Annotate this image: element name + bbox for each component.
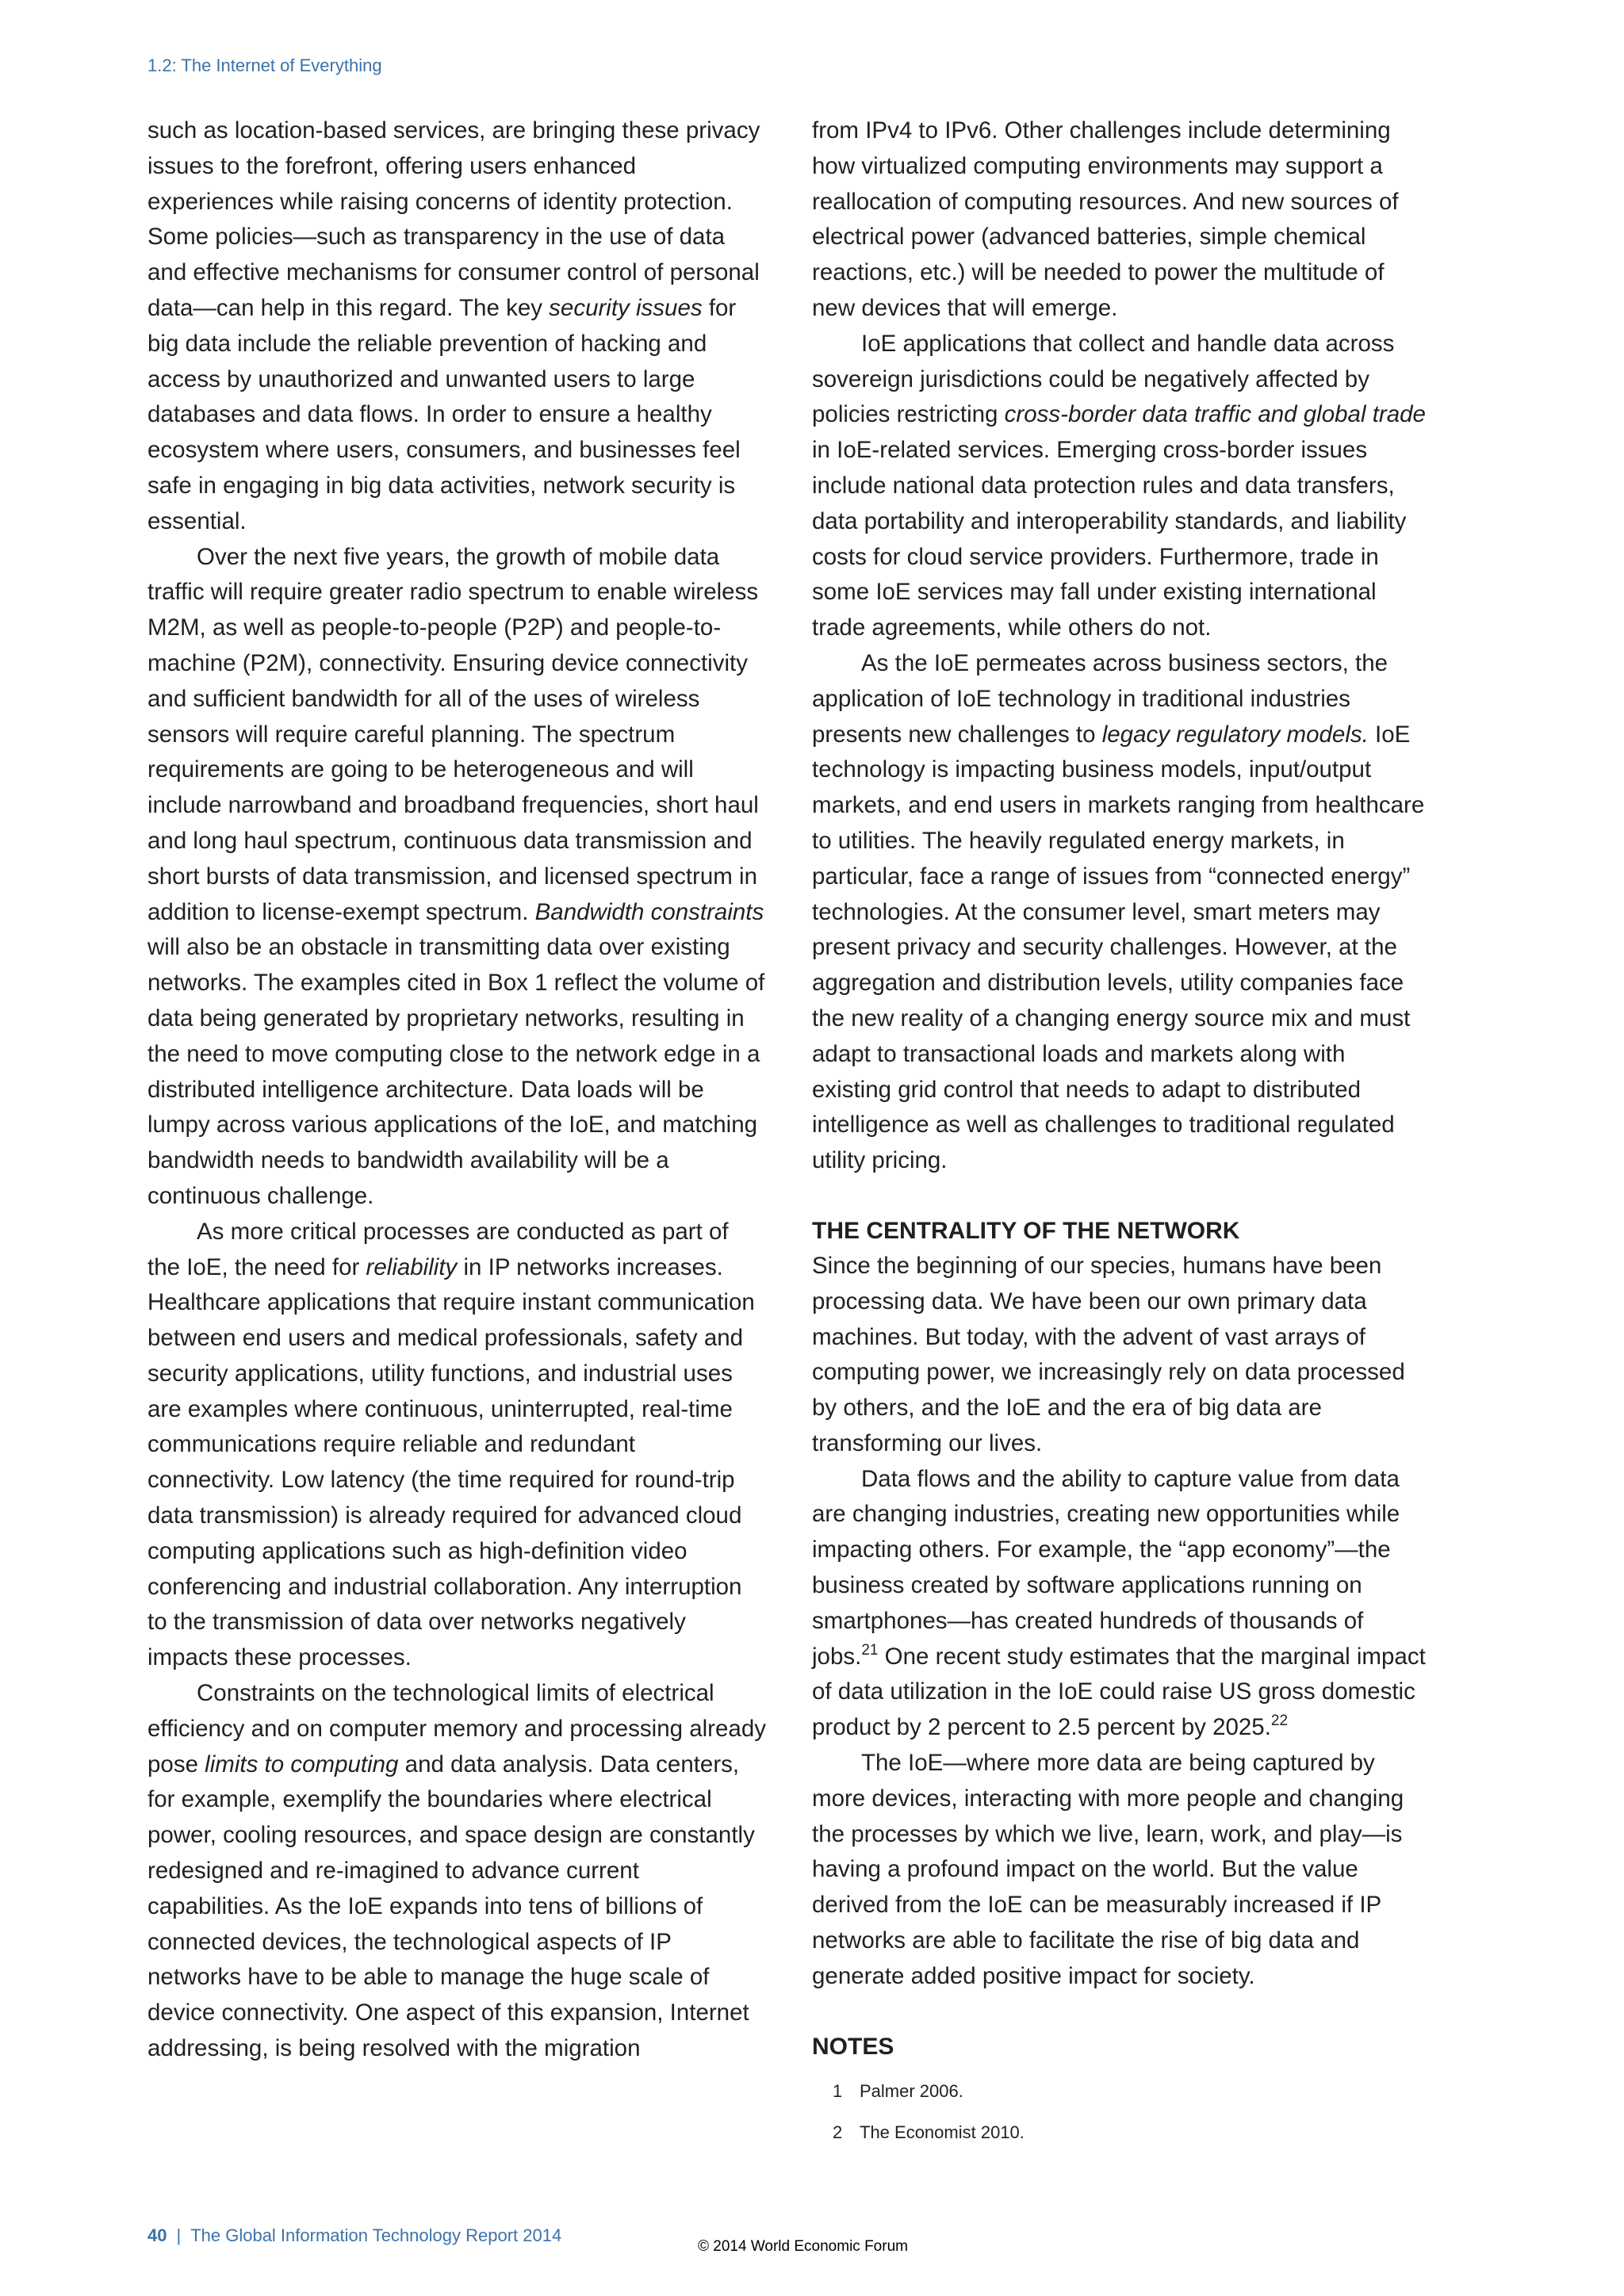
text-run: One recent study estimates that the marginal impact of data utilization in the IoE could raise US gross domestic product by 2 percent to 2.5 percent by 2025. xyxy=(812,1643,1426,1741)
left-column xyxy=(147,113,766,2067)
text-run: will also be an obstacle in transmitting data over existing networks. The examples cited in Box 1 reflect the volume of data being generated by proprietary networks, resulting in the need to move computing close to the network edge in a distributed intelligence architecture. Data loads will be lumpy across various applications of the IoE, and matching bandwidth needs to bandwidth availability will be a continuous challenge. xyxy=(147,934,765,1209)
paragraph: from IPv4 to IPv6. Other challenges include determining how virtualized computing environments may support a reallocation of computing resources. And new sources of electrical power (advanced batteries, simple chemical reactions, etc.) will be needed to power the multitude of new devices that will emerge. xyxy=(812,117,1399,321)
note-item xyxy=(812,2071,1431,2112)
footnote-ref[interactable]: 22 xyxy=(1270,1712,1289,1730)
paragraph xyxy=(147,1676,766,2067)
page-number: 40 xyxy=(147,2225,167,2245)
note-text: The Economist 2010. xyxy=(860,2122,1025,2142)
emphasis: reliability xyxy=(366,1253,458,1280)
note-number: 2 xyxy=(833,2122,843,2142)
text-run: for big data include the reliable prevention of hacking and access by unauthorized and unwanted users to large databases and data flows. In order to ensure a healthy ecosystem where users, consumers, and businesses feel safe in engaging in big data activities, network security is essential. xyxy=(147,294,741,534)
report-title: The Global Information Technology Report 2014 xyxy=(190,2225,562,2245)
text-run: Over the next five years, the growth of mobile data traffic will require greater radio spectrum to enable wireless M2M, as well as people-to-people (P2P) and people-to-machine (P2M), connectivity. Ensuring device connectivity and sufficient bandwidth for all of the uses of wireless sensors will require careful planning. The spectrum requirements are going to be heterogeneous and will include narrowband and broadband frequencies, short haul and long haul spectrum, continuous data transmission and short bursts of data transmission, and licensed spectrum in addition to license-exempt spectrum. xyxy=(147,543,759,925)
text-run: and data analysis. Data centers, for example, exemplify the boundaries where electrical power, cooling resources, and space design are constantly redesigned and re-imagined to advance current capabilities. As the IoE expands into tens of billions of connected devices, the technological aspects of IP networks have to be able to manage the huge scale of device connectivity. One aspect of this expansion, Internet addressing, is being resolved with the migration xyxy=(147,1751,755,2062)
text-run: in IP networks increases. Healthcare applications that require instant communication between end users and medical professionals, safety and security applications, utility functions, and industrial uses are examples where continuous, uninterrupted, real-time communications require reliable and redundant connectivity. Low latency (the time required for round-trip data transmission) is already required for advanced cloud computing applications such as high-definition video conferencing and industrial collaboration. Any interruption to the transmission of data over networks negatively impacts these processes. xyxy=(147,1253,755,1671)
text-run: Constraints on the technological limits of electrical efficiency and on computer memory and processing already pose xyxy=(147,1680,766,1777)
copyright: © 2014 World Economic Forum xyxy=(698,2238,908,2255)
emphasis: legacy regulatory models. xyxy=(1101,721,1369,748)
paragraph: The IoE—where more data are being captured by more devices, interacting with more people and changing the processes by which we live, learn, work, and play—is having a profound impact on the world. But the value derived from the IoE can be measurably increased if IP networks are able to facilitate the rise of big data and generate added positive impact for society. xyxy=(812,1750,1404,1989)
paragraph xyxy=(147,113,766,540)
notes-heading: NOTES xyxy=(812,2033,894,2060)
text-run: As more critical processes are conducted as part of the IoE, the need for xyxy=(147,1218,729,1280)
text-run: IoE applications that collect and handle data across sovereign jurisdictions could be negatively affected by policies restricting xyxy=(812,330,1395,428)
footer-separator: | xyxy=(176,2225,182,2245)
emphasis: Bandwidth constraints xyxy=(534,898,764,925)
text-run: such as location-based services, are bringing these privacy issues to the forefront, offering users enhanced experiences while raising concerns of identity protection. Some policies—such as transparency in the use of data and effective mechanisms for consumer control of personal data—can help in this regard. The key xyxy=(147,117,760,321)
right-column xyxy=(812,113,1431,2153)
paragraph xyxy=(147,540,766,1215)
text-run: IoE technology is impacting business models, input/output markets, and end users in markets ranging from healthcare to utilities. The heavily regulated energy markets, in particular, face a range of issues from “connected energy” technologies. At the consumer level, smart meters may present privacy and security challenges. However, at the aggregation and distribution levels, utility companies face the new reality of a changing energy source mix and must adapt to transactional loads and markets along with existing grid control that needs to adapt to distributed intelligence as well as challenges to traditional regulated utility pricing. xyxy=(812,721,1425,1174)
paragraph: Since the beginning of our species, humans have been processing data. We have been our own primary data machines. But today, with the advent of vast arrays of computing power, we increasingly rely on data processed by others, and the IoE and the era of big data are transforming our lives. xyxy=(812,1252,1405,1456)
emphasis: security issues xyxy=(549,294,703,321)
footnote-ref[interactable]: 21 xyxy=(861,1641,879,1659)
text-run: Data flows and the ability to capture value from data are changing industries, creating new opportunities while impacting others. For example, the “app economy”—the business created by software applications running on smartphones—has created hundreds of thousands of jobs. xyxy=(812,1465,1400,1670)
section-heading: THE CENTRALITY OF THE NETWORK xyxy=(812,1217,1240,1244)
emphasis: cross-border data traffic and global trade xyxy=(1004,401,1426,428)
text-run: As the IoE permeates across business sectors, the application of IoE technology in traditional industries presents new challenges to xyxy=(812,649,1388,748)
note-item xyxy=(812,2112,1431,2153)
footer xyxy=(147,2225,561,2246)
note-text: Palmer 2006. xyxy=(860,2080,963,2101)
paragraph xyxy=(812,327,1431,646)
emphasis: limits to computing xyxy=(205,1751,399,1777)
note-number: 1 xyxy=(833,2080,843,2101)
paragraph xyxy=(147,1215,766,1676)
running-header: 1.2: The Internet of Everything xyxy=(147,55,382,75)
paragraph xyxy=(812,646,1431,1179)
paragraph xyxy=(812,1462,1431,1746)
text-run: in IoE-related services. Emerging cross-border issues include national data protection rules and data transfers, data portability and interoperability standards, and liability costs for cloud service providers. Furthermore, trade in some IoE services may fall under existing international trade agreements, while others do not. xyxy=(812,437,1407,641)
